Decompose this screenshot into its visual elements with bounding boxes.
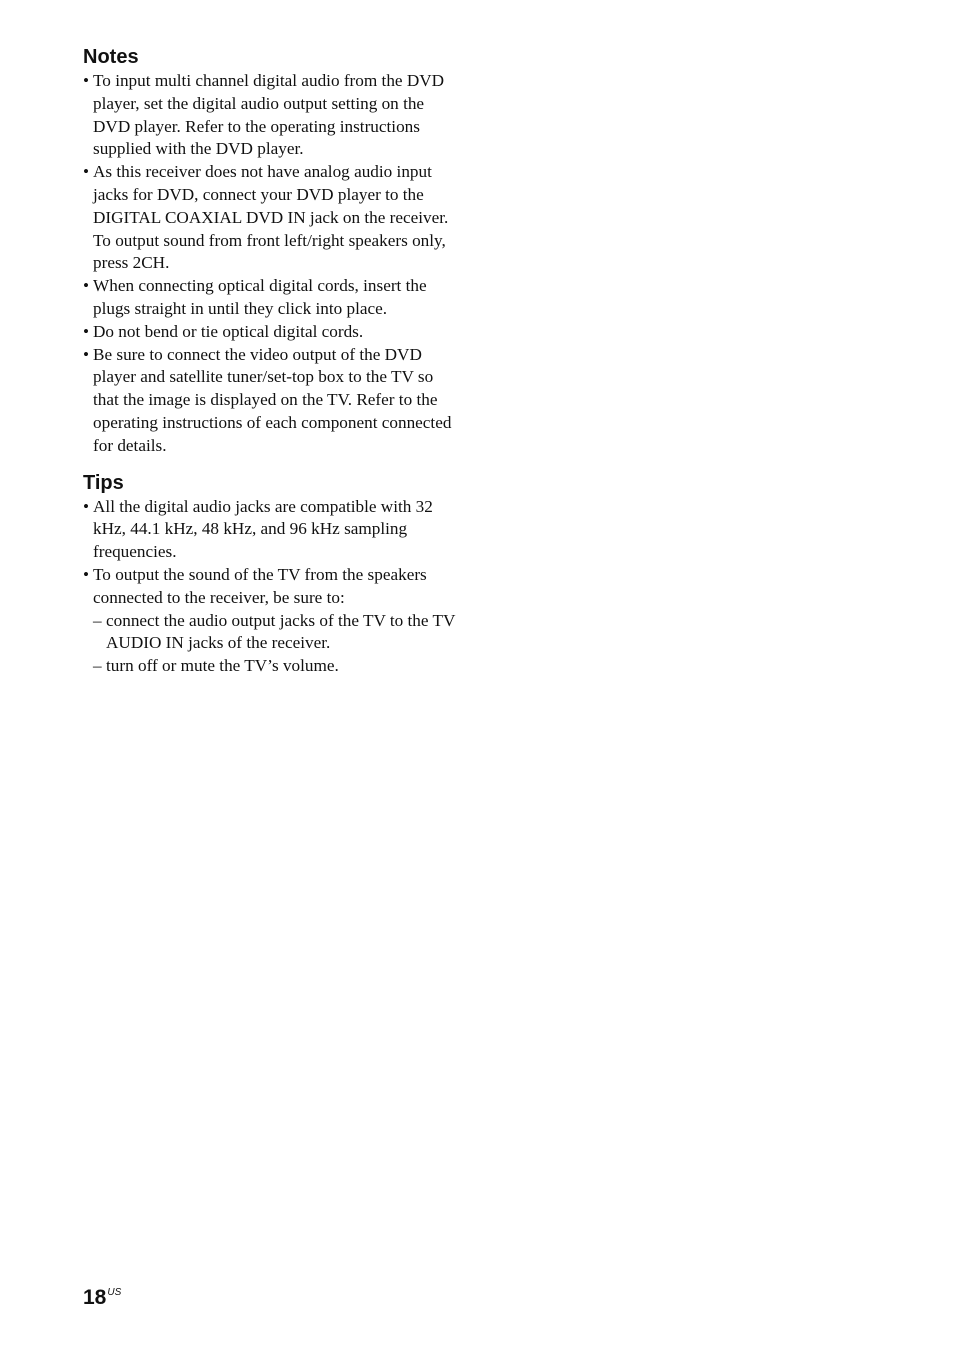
page-number-value: 18: [83, 1286, 107, 1309]
tips-subitem-text: connect the audio output jacks of the TV to the TV AUDIO IN jacks of the receiver.: [106, 610, 456, 653]
bullet-icon: •: [83, 162, 90, 182]
bullet-icon: •: [83, 276, 90, 296]
notes-item: [83, 321, 463, 344]
notes-item-text: Be sure to connect the video output of the DVD player and satellite tuner/set-top box to the TV so that the image is displayed on the TV. Refer to the operating instructions of each component connected for details.: [93, 344, 452, 455]
notes-item: [83, 161, 463, 275]
content-column: [83, 44, 463, 678]
dash-icon: –: [93, 656, 102, 676]
notes-item: [83, 70, 463, 161]
notes-item-text: When connecting optical digital cords, insert the plugs straight in until they click into place.: [93, 276, 427, 318]
bullet-icon: •: [83, 71, 90, 90]
bullet-icon: •: [83, 344, 90, 364]
bullet-icon: •: [83, 321, 90, 341]
tips-heading: Tips: [83, 471, 124, 494]
tips-item: [83, 564, 463, 610]
dash-icon: –: [93, 610, 102, 630]
tips-subitem: [83, 610, 463, 656]
tips-item-text: To output the sound of the TV from the speakers connected to the receiver, be sure to:: [93, 564, 427, 607]
page-number: [83, 1280, 121, 1311]
notes-item: [83, 275, 463, 321]
bullet-icon: •: [83, 564, 90, 584]
page-region-suffix: US: [107, 1287, 122, 1298]
notes-item-text: Do not bend or tie optical digital cords.: [93, 321, 364, 341]
notes-item-text: As this receiver does not have analog audio input jacks for DVD, connect your DVD player to the DIGITAL COAXIAL DVD IN jack on the receiver. To output sound from front left/right speakers only, press 2CH.: [93, 162, 449, 273]
notes-item: [83, 344, 463, 458]
notes-list: [83, 70, 463, 458]
tips-subitem: [83, 655, 463, 678]
bullet-icon: •: [83, 496, 90, 516]
tips-item-text: All the digital audio jacks are compatible with 32 kHz, 44.1 kHz, 48 kHz, and 96 kHz sampling frequencies.: [93, 496, 433, 562]
tips-list: [83, 496, 463, 678]
tips-item: [83, 496, 463, 564]
tips-subitem-text: turn off or mute the TV’s volume.: [106, 656, 339, 676]
notes-item-text: To input multi channel digital audio from the DVD player, set the digital audio output setting on the DVD player. Refer to the operating instructions supplied with the DVD player.: [93, 71, 445, 159]
notes-heading: Notes: [83, 46, 139, 68]
